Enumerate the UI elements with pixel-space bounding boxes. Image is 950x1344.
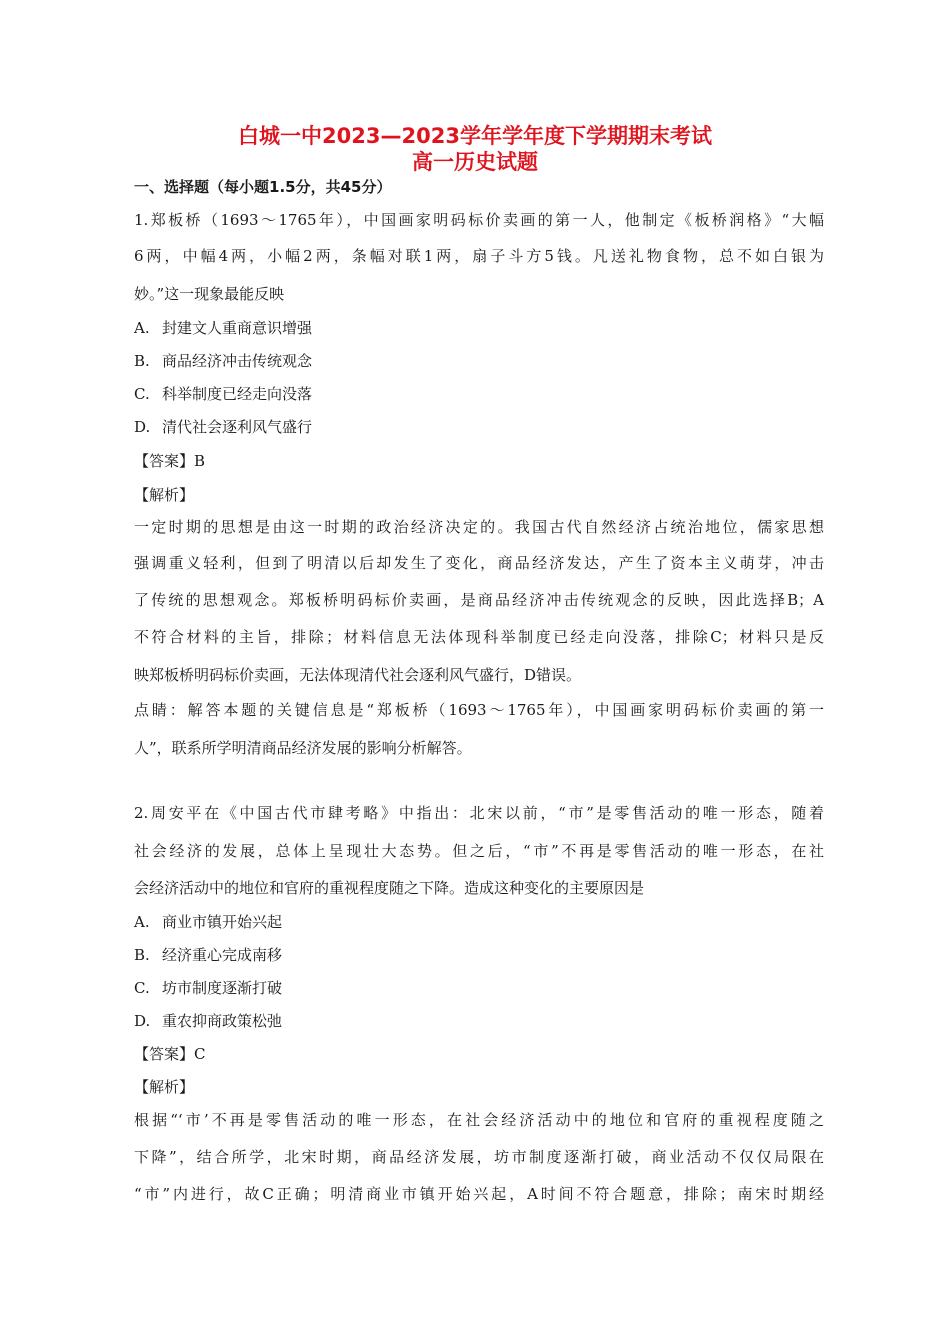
q1-option-b [134, 350, 312, 372]
option-text: 商品经济冲击传统观念 [162, 352, 313, 370]
q1-option-c [134, 383, 312, 405]
option-letter: B. [134, 352, 150, 370]
q1-analysis-label: 【解析】 [134, 486, 195, 504]
option-letter: A. [134, 913, 150, 931]
q2-stem-line: 2.周安平在《中国古代市肆考略》中指出：北宋以前，“市”是零售活动的唯一形态，随着 [134, 804, 824, 822]
q2-analysis-line: 下降”，结合所学，北宋时期，商品经济发展，坊市制度逐渐打破，商业活动不仅仅局限在 [134, 1148, 824, 1166]
q1-stem-line: 妙。”这一现象最能反映 [134, 285, 285, 303]
option-letter: A. [134, 319, 150, 337]
exam-subtitle: 高一历史试题 [412, 150, 538, 174]
q2-analysis-line: 根据“‘市’不再是零售活动的唯一形态，在社会经济活动中的地位和官府的重视程度随之 [134, 1111, 824, 1129]
q1-answer: 【答案】B [134, 452, 206, 470]
option-text: 清代社会逐利风气盛行 [162, 418, 313, 436]
q2-option-d [134, 1010, 282, 1032]
q2-analysis-line: “市”内进行，故C正确；明清商业市镇开始兴起，A时间不符合题意，排除；南宋时期经 [134, 1185, 824, 1203]
q1-option-d [134, 416, 312, 438]
q1-tip-line: 点睛：解答本题的关键信息是“郑板桥（1693～1765年），中国画家明码标价卖画的第一 [134, 701, 824, 719]
q1-analysis-line: 映郑板桥明码标价卖画，无法体现清代社会逐利风气盛行，D错误。 [134, 666, 582, 684]
option-letter: B. [134, 946, 150, 964]
q2-option-a [134, 911, 282, 933]
section-heading: 一、选择题（每小题1.5分，共45分） [134, 178, 392, 196]
option-text: 科举制度已经走向没落 [162, 385, 313, 403]
q2-answer: 【答案】C [134, 1045, 206, 1063]
option-letter: D. [134, 1012, 151, 1030]
q1-tip-line: 人”，联系所学明清商品经济发展的影响分析解答。 [134, 739, 472, 757]
q1-analysis-line: 一定时期的思想是由这一时期的政治经济决定的。我国古代自然经济占统治地位，儒家思想 [134, 518, 824, 536]
q2-option-c [134, 977, 282, 999]
option-text: 坊市制度逐渐打破 [162, 979, 283, 997]
q2-option-b [134, 944, 282, 966]
q2-stem-line: 会经济活动中的地位和官府的重视程度随之下降。造成这种变化的主要原因是 [134, 879, 645, 897]
option-letter: C. [134, 979, 150, 997]
q1-stem-line: 6两，中幅4两，小幅2两，条幅对联1两，扇子斗方5钱。凡送礼物食物，总不如白银为 [134, 247, 824, 265]
option-text: 经济重心完成南移 [162, 946, 283, 964]
option-text: 商业市镇开始兴起 [162, 913, 283, 931]
q1-analysis-line: 不符合材料的主旨，排除；材料信息无法体现科举制度已经走向没落，排除C；材料只是反 [134, 628, 824, 646]
exam-title: 白城一中2023—2023学年学年度下学期期末考试 [238, 124, 712, 148]
q2-stem-line: 社会经济的发展，总体上呈现壮大态势。但之后，“市”不再是零售活动的唯一形态，在社 [134, 842, 824, 860]
q1-stem-line: 1.郑板桥（1693～1765年），中国画家明码标价卖画的第一人，他制定《板桥润格》“大幅 [134, 211, 824, 229]
q1-analysis-line: 了传统的思想观念。郑板桥明码标价卖画，是商品经济冲击传统观念的反映，因此选择B；A [134, 591, 824, 609]
option-text: 重农抑商政策松弛 [162, 1012, 283, 1030]
q1-option-a [134, 317, 312, 339]
q2-analysis-label: 【解析】 [134, 1078, 195, 1096]
option-text: 封建文人重商意识增强 [162, 319, 313, 337]
option-letter: C. [134, 385, 150, 403]
option-letter: D. [134, 418, 151, 436]
q1-analysis-line: 强调重义轻利，但到了明清以后却发生了变化，商品经济发达，产生了资本主义萌芽，冲击 [134, 554, 824, 572]
